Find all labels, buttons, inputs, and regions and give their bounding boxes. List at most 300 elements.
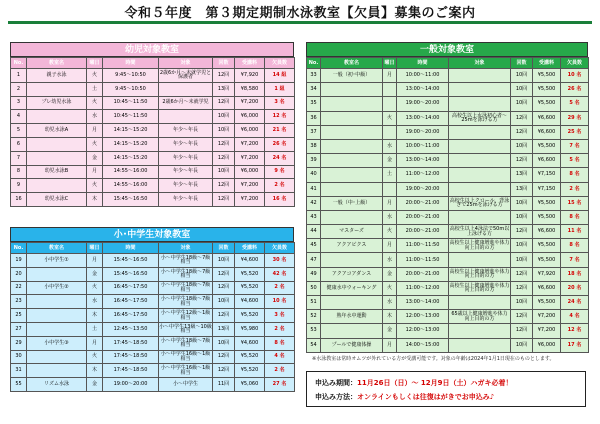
cell-no: 39 <box>307 154 321 168</box>
column-header-no: No. <box>11 58 27 69</box>
cell-fee: ¥6,600 <box>533 225 561 239</box>
infant-section-heading: 幼児対象教室 <box>10 42 294 57</box>
cell-no: 33 <box>307 69 321 83</box>
cell-class-name <box>321 253 383 267</box>
cell-vacancy: 9 名 <box>265 165 295 179</box>
cell-time: 13:00～14:00 <box>397 83 449 97</box>
cell-time: 14:55～16:00 <box>103 165 159 179</box>
table-row <box>11 350 295 364</box>
cell-vacancy: 25 名 <box>561 125 589 139</box>
school-section-heading: 小･中学生対象教室 <box>10 227 294 242</box>
cell-time: 12:00～13:00 <box>397 310 449 324</box>
cell-day: 金 <box>87 267 103 281</box>
cell-day: 水 <box>87 110 103 124</box>
cell-count: 12回 <box>511 267 533 281</box>
cell-fee: ¥7,920 <box>235 69 265 83</box>
cell-count: 10回 <box>213 336 235 350</box>
cell-vacancy: 15 名 <box>561 196 589 210</box>
cell-no: 54 <box>307 338 321 352</box>
cell-no: 36 <box>307 111 321 125</box>
cell-count: 12回 <box>213 179 235 193</box>
cell-target <box>449 168 511 182</box>
table-row <box>11 322 295 336</box>
cell-target: 小～中学生18級～7級相当 <box>159 267 213 281</box>
cell-time: 15:45～16:50 <box>103 193 159 207</box>
cell-vacancy: 20 名 <box>561 281 589 295</box>
cell-vacancy: 12 名 <box>561 324 589 338</box>
cell-day: 月 <box>383 338 397 352</box>
table-row <box>307 253 589 267</box>
table-row <box>11 364 295 378</box>
cell-count: 12回 <box>213 96 235 110</box>
cell-time: 16:45～17:50 <box>103 281 159 295</box>
cell-vacancy: 29 名 <box>561 111 589 125</box>
cell-vacancy: 24 名 <box>561 296 589 310</box>
cell-count: 10回 <box>511 97 533 111</box>
cell-vacancy: 3 名 <box>265 96 295 110</box>
cell-day: 火 <box>383 225 397 239</box>
column-header-class-name: 教室名 <box>321 58 383 69</box>
cell-class-name: プレ幼児水泳 <box>27 96 87 110</box>
table-row <box>307 111 589 125</box>
cell-day: 木 <box>383 310 397 324</box>
cell-time: 10:45～11:50 <box>103 110 159 124</box>
table-row <box>307 225 589 239</box>
cell-day <box>383 125 397 139</box>
column-header-time: 時間 <box>103 243 159 254</box>
cell-class-name <box>321 210 383 224</box>
table-row <box>11 69 295 83</box>
table-row <box>307 239 589 253</box>
table-row <box>11 137 295 151</box>
cell-class-name <box>27 151 87 165</box>
cell-target: 小～中学生18級～7級相当 <box>159 254 213 268</box>
cell-target: 年少～年長 <box>159 137 213 151</box>
column-header-day: 曜日 <box>87 243 103 254</box>
cell-vacancy: 8 名 <box>561 239 589 253</box>
cell-count: 10回 <box>511 69 533 83</box>
cell-count: 12回 <box>511 125 533 139</box>
cell-time: 15:45～16:50 <box>103 267 159 281</box>
cell-no: 27 <box>11 322 27 336</box>
cell-vacancy: 4 名 <box>265 350 295 364</box>
cell-time: 10:45～11:50 <box>103 96 159 110</box>
cell-day: 水 <box>87 295 103 309</box>
cell-no: 25 <box>11 309 27 323</box>
cell-vacancy: 21 名 <box>265 124 295 138</box>
cell-count: 10回 <box>511 338 533 352</box>
cell-time: 10:00～11:00 <box>397 139 449 153</box>
cell-target: 高校生以上健康増進や体力向上目的の方 <box>449 239 511 253</box>
cell-fee: ¥7,200 <box>235 151 265 165</box>
cell-target: 高校生以上水泳初心者～25mを泳げる方 <box>449 111 511 125</box>
cell-target: 小～中学生 <box>159 378 213 392</box>
cell-fee: ¥6,000 <box>235 110 265 124</box>
cell-target <box>449 210 511 224</box>
cell-vacancy: 11 名 <box>561 225 589 239</box>
cell-no: 7 <box>11 151 27 165</box>
cell-count: 12回 <box>213 267 235 281</box>
cell-day: 水 <box>383 139 397 153</box>
cell-class-name <box>27 322 87 336</box>
cell-count: 10回 <box>213 295 235 309</box>
cell-time: 16:45～17:50 <box>103 295 159 309</box>
cell-class-name <box>27 350 87 364</box>
cell-day: 金 <box>87 378 103 392</box>
table-row <box>307 324 589 338</box>
cell-time: 10:00～11:00 <box>397 69 449 83</box>
cell-time: 9:45～10:50 <box>103 69 159 83</box>
cell-no: 16 <box>11 193 27 207</box>
table-row <box>307 267 589 281</box>
cell-class-name <box>321 83 383 97</box>
table-row <box>307 168 589 182</box>
cell-count: 12回 <box>213 137 235 151</box>
cell-vacancy: 8 名 <box>265 336 295 350</box>
cell-class-name: 小中学生③ <box>27 336 87 350</box>
cell-no: 38 <box>307 139 321 153</box>
cell-count: 12回 <box>511 154 533 168</box>
cell-vacancy: 16 名 <box>265 193 295 207</box>
cell-time: 11:00～11:50 <box>397 253 449 267</box>
cell-target: 年少～年長 <box>159 179 213 193</box>
column-header-vacancy: 欠員数 <box>265 243 295 254</box>
cell-class-name <box>27 137 87 151</box>
cell-target: 年少～年長 <box>159 165 213 179</box>
cell-day: 木 <box>87 364 103 378</box>
cell-count: 12回 <box>213 281 235 295</box>
cell-fee: ¥5,500 <box>533 69 561 83</box>
cell-day: 月 <box>87 165 103 179</box>
cell-day: 水 <box>383 210 397 224</box>
application-method <box>315 392 494 402</box>
cell-count: 13回 <box>213 82 235 96</box>
cell-day: 水 <box>383 253 397 267</box>
cell-count: 10回 <box>511 139 533 153</box>
cell-fee: ¥5,060 <box>235 378 265 392</box>
general-section-heading: 一般対象教室 <box>306 42 588 57</box>
cell-time: 19:00～20:00 <box>397 125 449 139</box>
table-row <box>307 182 589 196</box>
cell-target <box>159 110 213 124</box>
cell-class-name: 一般（初･中級） <box>321 69 383 83</box>
cell-no: 47 <box>307 253 321 267</box>
cell-target: 年少～年長 <box>159 193 213 207</box>
cell-day: 火 <box>87 179 103 193</box>
table-row <box>307 125 589 139</box>
cell-fee: ¥6,600 <box>533 281 561 295</box>
cell-time: 13:00～14:00 <box>397 111 449 125</box>
cell-class-name <box>321 296 383 310</box>
table-row <box>11 179 295 193</box>
cell-fee: ¥4,600 <box>235 254 265 268</box>
cell-target: 2歳6か月～未就学児 <box>159 96 213 110</box>
cell-time: 11:00～11:50 <box>397 239 449 253</box>
cell-class-name: 小中学生① <box>27 254 87 268</box>
cell-time: 11:00～12:00 <box>397 168 449 182</box>
cell-day: 金 <box>383 154 397 168</box>
cell-no: 50 <box>307 281 321 295</box>
cell-count: 10回 <box>213 254 235 268</box>
table-row <box>11 110 295 124</box>
cell-count: 11回 <box>213 378 235 392</box>
cell-class-name <box>321 154 383 168</box>
cell-target <box>449 296 511 310</box>
column-header-time: 時間 <box>103 58 159 69</box>
cell-count: 12回 <box>511 281 533 295</box>
cell-vacancy: 2 名 <box>561 182 589 196</box>
cell-target: 年少～年長 <box>159 124 213 138</box>
cell-class-name: 幼児水泳B <box>27 165 87 179</box>
column-header-vacancy: 欠員数 <box>265 58 295 69</box>
cell-fee: ¥5,500 <box>533 296 561 310</box>
table-row <box>11 267 295 281</box>
cell-vacancy: 4 名 <box>561 310 589 324</box>
cell-vacancy: 42 名 <box>265 267 295 281</box>
column-header-vacancy: 欠員数 <box>561 58 589 69</box>
column-header-class-name: 教室名 <box>27 243 87 254</box>
cell-vacancy: 10 名 <box>561 69 589 83</box>
cell-class-name <box>27 309 87 323</box>
cell-target: 高校生以上健康増進や体力向上目的の方 <box>449 267 511 281</box>
cell-time: 20:00～21:00 <box>397 210 449 224</box>
infant-table <box>10 57 295 207</box>
cell-no: 42 <box>307 196 321 210</box>
cell-day <box>383 182 397 196</box>
cell-fee: ¥6,000 <box>533 338 561 352</box>
cell-no: 51 <box>307 296 321 310</box>
title-underline <box>8 21 592 24</box>
cell-class-name <box>321 139 383 153</box>
cell-day: 火 <box>87 137 103 151</box>
cell-vacancy: 12 名 <box>265 110 295 124</box>
cell-fee: ¥5,500 <box>533 97 561 111</box>
cell-time: 14:15～15:20 <box>103 124 159 138</box>
cell-no: 3 <box>11 96 27 110</box>
cell-target: 小～中学生18級～7級相当 <box>159 295 213 309</box>
cell-vacancy: 2 名 <box>265 179 295 193</box>
column-header-class-name: 教室名 <box>27 58 87 69</box>
cell-day: 水 <box>383 296 397 310</box>
cell-day: 月 <box>383 239 397 253</box>
cell-time: 14:15～15:20 <box>103 151 159 165</box>
cell-day: 火 <box>87 69 103 83</box>
cell-time: 14:15～15:20 <box>103 137 159 151</box>
cell-count: 13回 <box>213 322 235 336</box>
cell-count: 12回 <box>213 309 235 323</box>
cell-day: 火 <box>383 281 397 295</box>
cell-no: 35 <box>307 97 321 111</box>
application-period <box>315 378 513 388</box>
cell-no: 2 <box>11 82 27 96</box>
cell-no: 43 <box>307 210 321 224</box>
column-header-time: 時間 <box>397 58 449 69</box>
cell-class-name <box>321 324 383 338</box>
cell-count: 12回 <box>213 69 235 83</box>
cell-class-name <box>27 179 87 193</box>
cell-fee: ¥7,200 <box>533 324 561 338</box>
cell-no: 30 <box>11 350 27 364</box>
cell-vacancy: 24 名 <box>265 151 295 165</box>
cell-no: 52 <box>307 310 321 324</box>
cell-time: 19:00～20:00 <box>397 97 449 111</box>
cell-target <box>159 82 213 96</box>
cell-fee: ¥7,200 <box>533 310 561 324</box>
cell-count: 10回 <box>511 83 533 97</box>
table-row <box>11 82 295 96</box>
table-row <box>307 196 589 210</box>
cell-day <box>383 97 397 111</box>
cell-target <box>449 139 511 153</box>
page-title: 令和５年度 第３期定期制水泳教室【欠員】募集のご案内 <box>124 6 476 21</box>
general-table <box>306 57 589 353</box>
cell-day: 金 <box>383 324 397 338</box>
cell-target: 年少～年長 <box>159 151 213 165</box>
cell-fee: ¥5,500 <box>533 253 561 267</box>
table-row <box>307 69 589 83</box>
column-header-fee: 受講料 <box>533 58 561 69</box>
cell-target: 小～中学生16級～1級相当 <box>159 350 213 364</box>
cell-vacancy: 26 名 <box>265 137 295 151</box>
cell-fee: ¥5,520 <box>235 350 265 364</box>
cell-class-name: 健康水中ウォーキング <box>321 281 383 295</box>
cell-target <box>449 253 511 267</box>
table-row <box>11 151 295 165</box>
cell-no: 44 <box>307 225 321 239</box>
column-header-count: 回数 <box>511 58 533 69</box>
cell-time: 17:45～18:50 <box>103 336 159 350</box>
cell-class-name <box>27 267 87 281</box>
cell-vacancy: 1 組 <box>265 82 295 96</box>
cell-vacancy: 27 名 <box>265 378 295 392</box>
cell-no: 31 <box>11 364 27 378</box>
cell-count: 10回 <box>511 196 533 210</box>
cell-fee: ¥5,500 <box>533 239 561 253</box>
cell-class-name: 熟年水中運動 <box>321 310 383 324</box>
cell-time: 19:00～20:00 <box>397 182 449 196</box>
cell-day: 金 <box>87 151 103 165</box>
cell-fee: ¥5,520 <box>235 309 265 323</box>
cell-class-name: 親子水泳 <box>27 69 87 83</box>
table-row <box>307 97 589 111</box>
cell-count: 12回 <box>511 111 533 125</box>
cell-class-name <box>27 110 87 124</box>
cell-time: 12:00～13:00 <box>397 324 449 338</box>
cell-no: 9 <box>11 179 27 193</box>
cell-class-name <box>27 295 87 309</box>
cell-fee: ¥5,520 <box>235 267 265 281</box>
cell-time: 11:00～12:00 <box>397 281 449 295</box>
cell-class-name <box>321 182 383 196</box>
table-row <box>11 96 295 110</box>
cell-count: 10回 <box>511 296 533 310</box>
column-header-fee: 受講料 <box>235 58 265 69</box>
table-row <box>307 310 589 324</box>
column-header-target: 対象 <box>159 243 213 254</box>
cell-vacancy: 5 名 <box>561 154 589 168</box>
footnote: ※水泳教室は常時オムツが外れている方が受講可能です。対象の年齢は2024年1月1日現在のものとします。 <box>312 356 555 362</box>
table-row <box>307 210 589 224</box>
cell-day: 月 <box>87 124 103 138</box>
cell-count: 10回 <box>213 124 235 138</box>
cell-no: 4 <box>11 110 27 124</box>
column-header-target: 対象 <box>159 58 213 69</box>
cell-no: 49 <box>307 267 321 281</box>
cell-target: 2歳6か月～未就学児と保護者 <box>159 69 212 81</box>
cell-target <box>449 83 511 97</box>
cell-fee: ¥6,600 <box>533 154 561 168</box>
cell-class-name: プールで健康体操 <box>321 338 383 352</box>
cell-class-name: マスターズ <box>321 225 383 239</box>
cell-fee: ¥7,200 <box>235 193 265 207</box>
table-row <box>11 309 295 323</box>
application-box <box>306 371 586 407</box>
cell-fee: ¥5,980 <box>235 322 265 336</box>
cell-day: 火 <box>87 96 103 110</box>
cell-class-name: リズム水泳 <box>27 378 87 392</box>
cell-time: 17:45～18:50 <box>103 350 159 364</box>
cell-target <box>449 69 511 83</box>
cell-time: 16:45～17:50 <box>103 309 159 323</box>
cell-fee: ¥4,600 <box>235 295 265 309</box>
table-row <box>307 281 589 295</box>
cell-class-name: アクアビクス <box>321 239 383 253</box>
cell-vacancy: 7 名 <box>561 253 589 267</box>
table-row <box>307 83 589 97</box>
cell-target: 小～中学生16級～1級相当 <box>159 364 213 378</box>
method-value: オンラインもしくは往復はがきでお申込み♪ <box>357 393 495 401</box>
cell-fee: ¥5,500 <box>533 196 561 210</box>
table-row <box>11 336 295 350</box>
cell-count: 10回 <box>511 210 533 224</box>
cell-day: 土 <box>87 82 103 96</box>
cell-no: 41 <box>307 182 321 196</box>
column-header-target: 対象 <box>449 58 511 69</box>
cell-day: 火 <box>87 350 103 364</box>
cell-time: 20:00～21:00 <box>397 267 449 281</box>
cell-no: 53 <box>307 324 321 338</box>
cell-fee: ¥6,600 <box>533 125 561 139</box>
cell-time: 19:00～20:00 <box>103 378 159 392</box>
cell-fee: ¥5,500 <box>533 210 561 224</box>
cell-class-name: 幼児水泳C <box>27 193 87 207</box>
cell-vacancy: 2 名 <box>265 322 295 336</box>
cell-fee: ¥7,150 <box>533 182 561 196</box>
method-label: 申込み方法： <box>315 393 357 401</box>
cell-time: 12:45～13:50 <box>103 322 159 336</box>
cell-no: 23 <box>11 295 27 309</box>
cell-day: 火 <box>87 281 103 295</box>
cell-count: 12回 <box>511 310 533 324</box>
cell-time: 15:45～16:50 <box>103 254 159 268</box>
cell-vacancy: 2 名 <box>265 364 295 378</box>
cell-no: 34 <box>307 83 321 97</box>
column-header-count: 回数 <box>213 243 235 254</box>
cell-vacancy: 2 名 <box>265 281 295 295</box>
column-header-fee: 受講料 <box>235 243 265 254</box>
column-header-day: 曜日 <box>87 58 103 69</box>
cell-target: 高校生以上健康増進や体力向上目的の方 <box>449 281 511 295</box>
cell-no: 6 <box>11 137 27 151</box>
cell-no: 55 <box>11 378 27 392</box>
cell-day: 金 <box>383 267 397 281</box>
table-row <box>11 124 295 138</box>
cell-count: 12回 <box>511 324 533 338</box>
cell-vacancy: 26 名 <box>561 83 589 97</box>
school-table <box>10 242 295 392</box>
cell-fee: ¥5,500 <box>533 139 561 153</box>
cell-target: 高校生以上4泳法で50m以上泳げる方 <box>449 225 511 239</box>
